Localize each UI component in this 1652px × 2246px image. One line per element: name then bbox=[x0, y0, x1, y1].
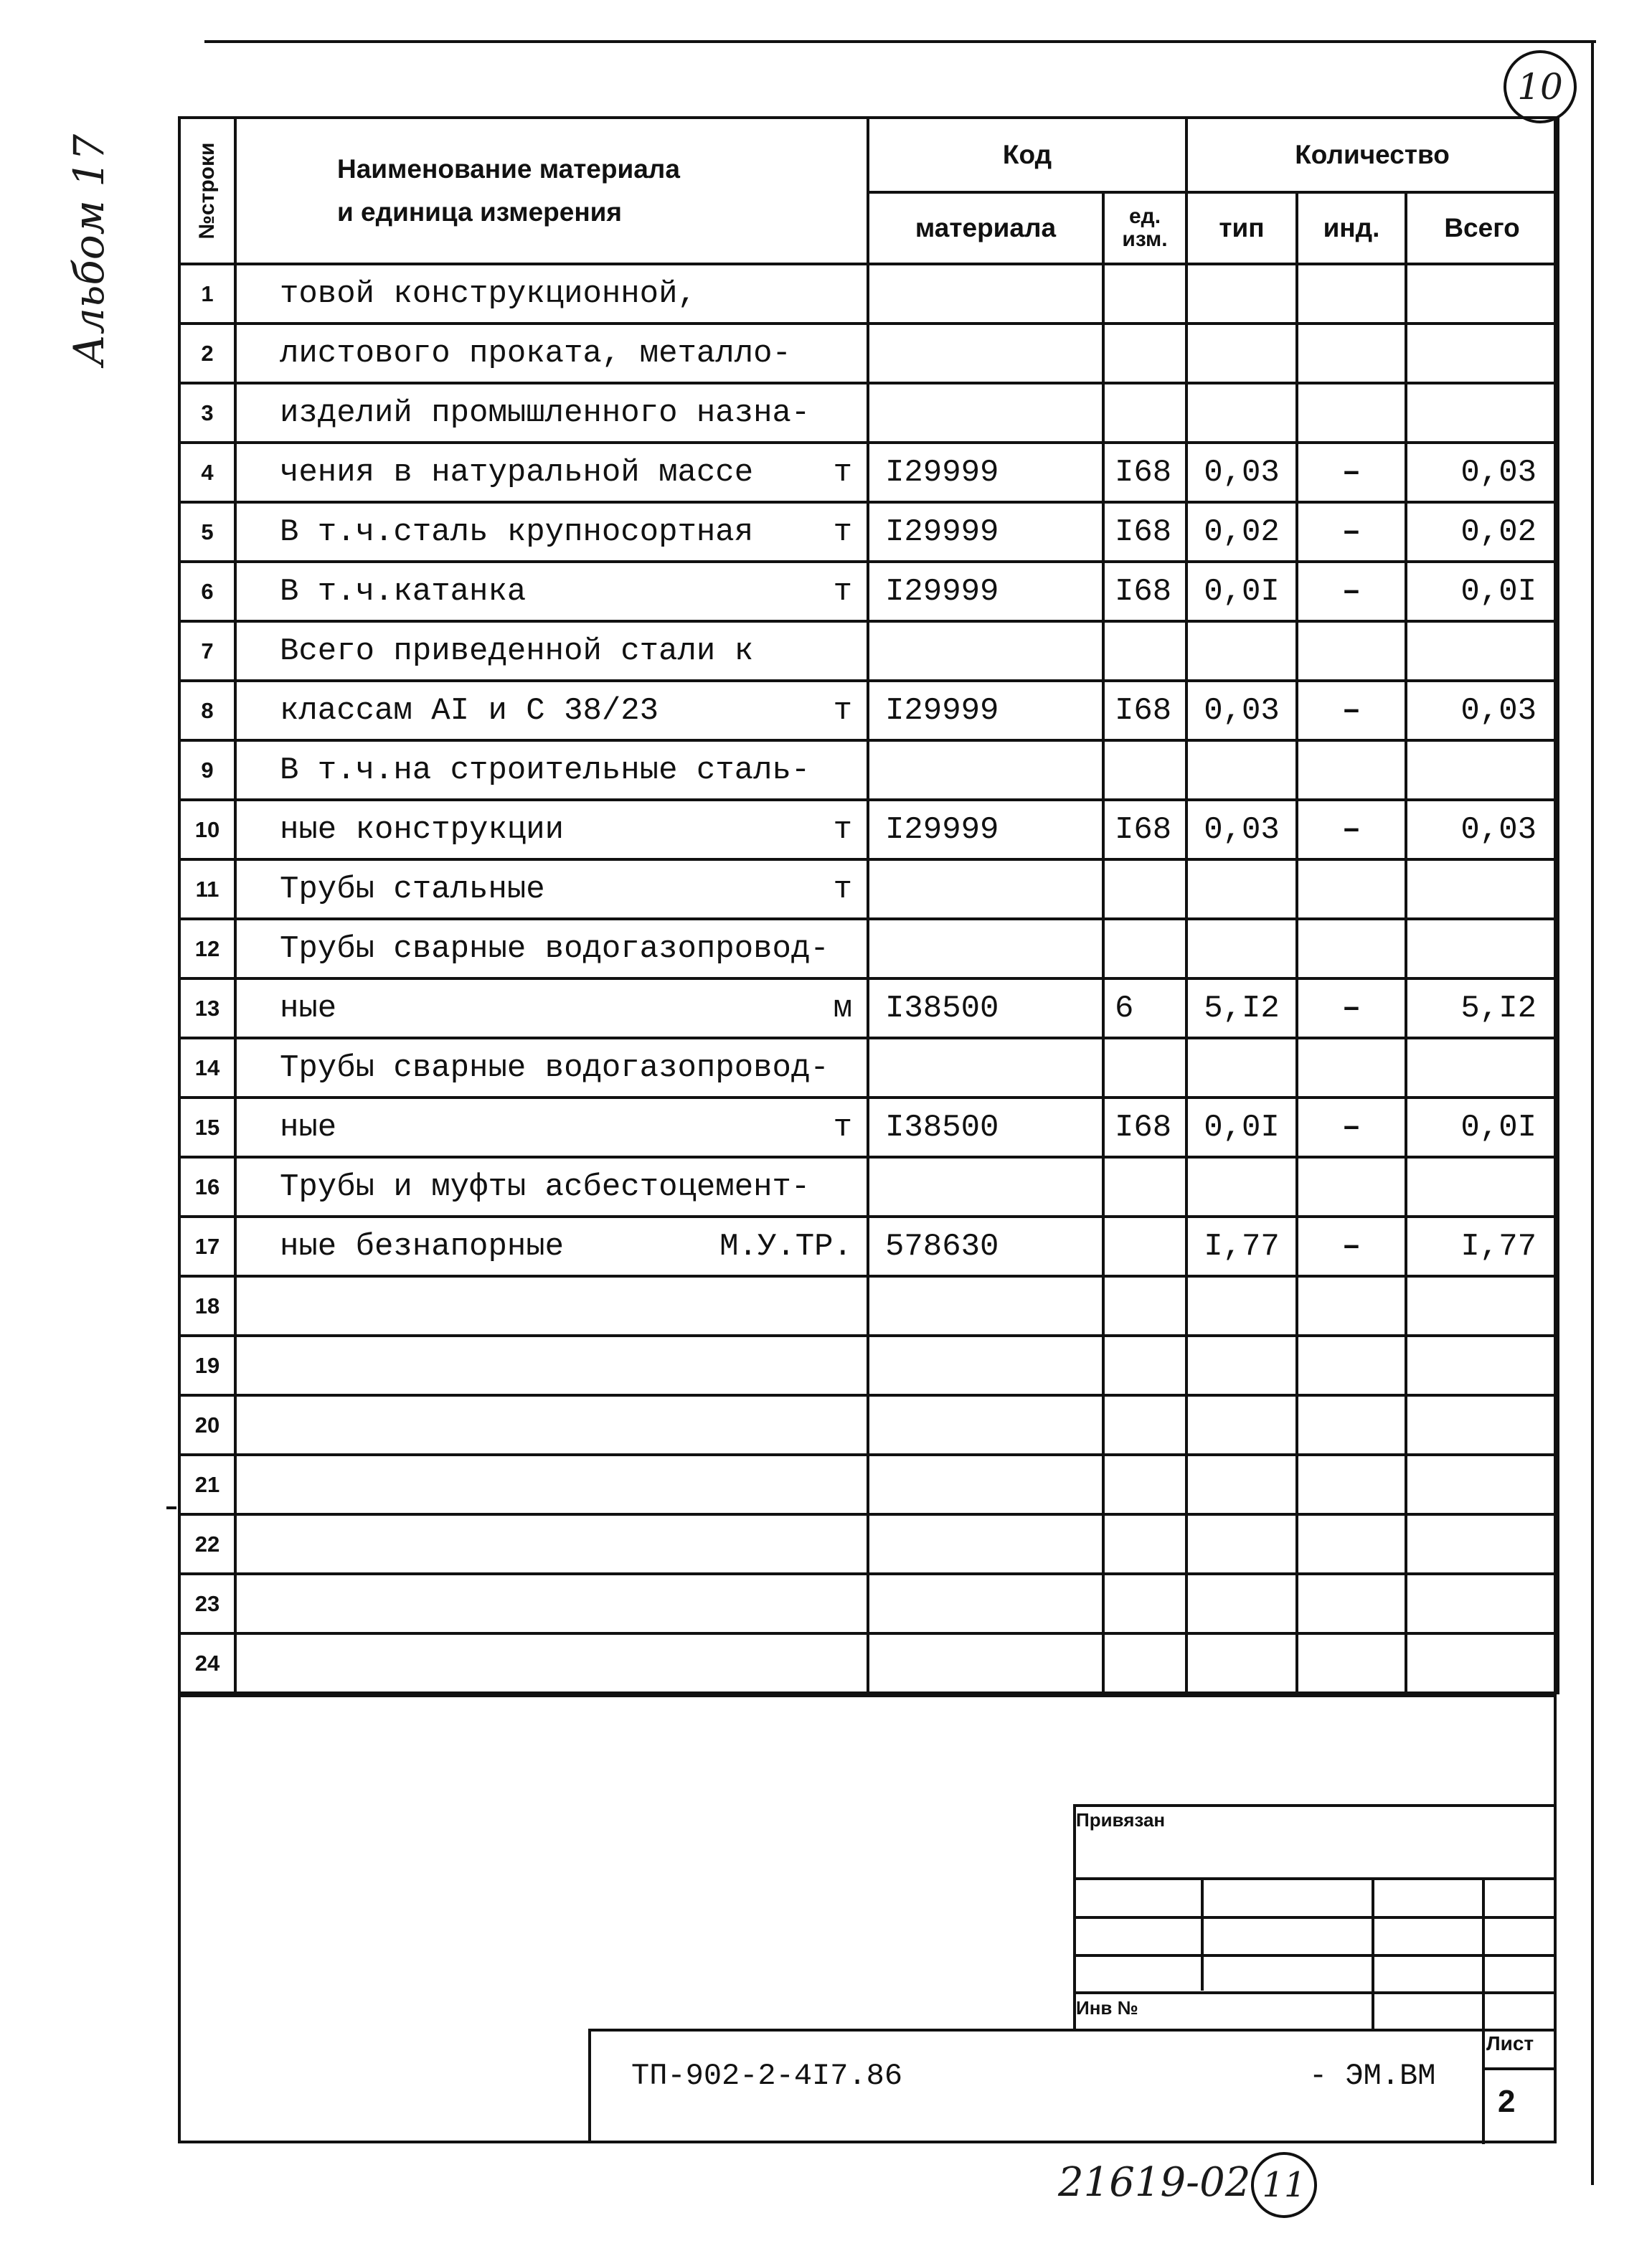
table-row bbox=[179, 562, 1558, 621]
material-name-text: изделий промышленного назна- bbox=[280, 395, 811, 431]
unit-code-cell: I68 bbox=[1103, 681, 1186, 740]
table-row bbox=[179, 1395, 1558, 1455]
unit-code-cell: I68 bbox=[1103, 443, 1186, 502]
material-name-text: ные безнапорные bbox=[280, 1228, 565, 1265]
attached-label: Привязан bbox=[1076, 1809, 1166, 1831]
header-type: тип bbox=[1186, 192, 1297, 264]
table-row bbox=[179, 1336, 1558, 1395]
material-name-cell bbox=[235, 1455, 868, 1514]
type-qty-cell bbox=[1186, 1276, 1297, 1336]
material-name-text: В т.ч.на строительные сталь- bbox=[280, 752, 811, 788]
stamp-line bbox=[1073, 1804, 1076, 2029]
total-qty-cell bbox=[1406, 264, 1558, 324]
total-qty-cell: 0,0I bbox=[1406, 562, 1558, 621]
unit-code-cell: I68 bbox=[1103, 562, 1186, 621]
material-name-cell bbox=[235, 383, 868, 443]
material-name-text: Трубы сварные водогазопровод- bbox=[280, 930, 829, 967]
material-code-cell bbox=[868, 383, 1103, 443]
total-qty-cell: 0,03 bbox=[1406, 681, 1558, 740]
row-number-cell: 20 bbox=[179, 1395, 235, 1455]
table-row bbox=[179, 324, 1558, 383]
type-qty-cell bbox=[1186, 621, 1297, 681]
total-qty-cell: I,77 bbox=[1406, 1217, 1558, 1276]
material-code-cell bbox=[868, 264, 1103, 324]
type-qty-cell: 5,I2 bbox=[1186, 978, 1297, 1038]
type-qty-cell bbox=[1186, 1633, 1297, 1693]
total-qty-cell bbox=[1406, 1633, 1558, 1693]
individual-qty-cell: – bbox=[1297, 443, 1406, 502]
material-name-cell bbox=[235, 1038, 868, 1098]
material-code-cell bbox=[868, 1157, 1103, 1217]
row-number-cell: 19 bbox=[179, 1336, 235, 1395]
inventory-sheet-badge: 11 bbox=[1251, 2152, 1317, 2218]
measure-unit-text: М.У.ТР. bbox=[719, 1228, 852, 1265]
material-name-text: Всего приведенной стали к bbox=[280, 633, 754, 669]
row-number-cell: 6 bbox=[179, 562, 235, 621]
type-qty-cell: 0,0I bbox=[1186, 562, 1297, 621]
title-block-line bbox=[588, 2029, 1557, 2032]
material-name-cell bbox=[235, 1157, 868, 1217]
material-name-cell bbox=[235, 443, 868, 502]
material-name-cell bbox=[235, 1217, 868, 1276]
table-row bbox=[179, 383, 1558, 443]
material-code-cell bbox=[868, 1276, 1103, 1336]
row-number-cell: 16 bbox=[179, 1157, 235, 1217]
table-row bbox=[179, 1217, 1558, 1276]
material-name-text: В т.ч.катанка bbox=[280, 573, 527, 610]
material-name-cell bbox=[235, 978, 868, 1038]
total-qty-cell: 5,I2 bbox=[1406, 978, 1558, 1038]
material-name-text: Трубы стальные bbox=[280, 871, 545, 907]
type-qty-cell bbox=[1186, 1514, 1297, 1574]
total-qty-cell: 0,03 bbox=[1406, 800, 1558, 859]
sheet-number-badge: 10 bbox=[1504, 50, 1577, 123]
total-qty-cell bbox=[1406, 1395, 1558, 1455]
material-code-cell bbox=[868, 1574, 1103, 1633]
measure-unit-text: т bbox=[833, 871, 852, 907]
material-name-cell bbox=[235, 1276, 868, 1336]
sheet-number: 2 bbox=[1498, 2084, 1516, 2119]
unit-code-cell: I68 bbox=[1103, 502, 1186, 562]
unit-code-cell bbox=[1103, 1514, 1186, 1574]
type-qty-cell bbox=[1186, 1395, 1297, 1455]
material-code-cell bbox=[868, 1514, 1103, 1574]
material-name-text: Трубы сварные водогазопровод- bbox=[280, 1049, 829, 1086]
total-qty-cell bbox=[1406, 1514, 1558, 1574]
table-row bbox=[179, 1633, 1558, 1693]
table-row bbox=[179, 1276, 1558, 1336]
total-qty-cell: 0,03 bbox=[1406, 443, 1558, 502]
material-code-cell: I29999 bbox=[868, 800, 1103, 859]
individual-qty-cell bbox=[1297, 1157, 1406, 1217]
material-name-cell bbox=[235, 1574, 868, 1633]
row-number-cell: 8 bbox=[179, 681, 235, 740]
material-name-cell bbox=[235, 621, 868, 681]
unit-code-cell bbox=[1103, 1038, 1186, 1098]
unit-code-cell: I68 bbox=[1103, 800, 1186, 859]
table-row bbox=[179, 1455, 1558, 1514]
row-number-cell: 17 bbox=[179, 1217, 235, 1276]
row-number-cell: 2 bbox=[179, 324, 235, 383]
total-qty-cell bbox=[1406, 1336, 1558, 1395]
individual-qty-cell bbox=[1297, 1574, 1406, 1633]
total-qty-cell bbox=[1406, 859, 1558, 919]
document-designation: ТП-902-2-4I7.86 bbox=[631, 2059, 903, 2093]
margin-tick bbox=[166, 1506, 176, 1509]
top-border-line bbox=[204, 40, 1596, 43]
individual-qty-cell bbox=[1297, 859, 1406, 919]
material-name-text: ные bbox=[280, 1109, 337, 1146]
material-code-cell bbox=[868, 1038, 1103, 1098]
type-qty-cell: 0,02 bbox=[1186, 502, 1297, 562]
unit-code-cell bbox=[1103, 324, 1186, 383]
measure-unit-text: т bbox=[833, 811, 852, 848]
individual-qty-cell bbox=[1297, 740, 1406, 800]
unit-code-cell bbox=[1103, 1395, 1186, 1455]
inventory-number-note: 21619-02 bbox=[1058, 2159, 1251, 2206]
material-code-cell bbox=[868, 1455, 1103, 1514]
material-name-cell bbox=[235, 502, 868, 562]
material-code-cell: I29999 bbox=[868, 502, 1103, 562]
right-border-line bbox=[1591, 40, 1594, 2185]
total-qty-cell bbox=[1406, 1157, 1558, 1217]
total-qty-cell: 0,0I bbox=[1406, 1098, 1558, 1157]
stamp-line bbox=[1201, 1877, 1204, 1991]
individual-qty-cell bbox=[1297, 1455, 1406, 1514]
total-qty-cell bbox=[1406, 324, 1558, 383]
unit-code-cell bbox=[1103, 1336, 1186, 1395]
individual-qty-cell bbox=[1297, 1514, 1406, 1574]
type-qty-cell bbox=[1186, 1157, 1297, 1217]
individual-qty-cell bbox=[1297, 1038, 1406, 1098]
type-qty-cell: 0,03 bbox=[1186, 800, 1297, 859]
material-code-cell: I29999 bbox=[868, 681, 1103, 740]
individual-qty-cell: – bbox=[1297, 978, 1406, 1038]
individual-qty-cell bbox=[1297, 264, 1406, 324]
row-number-cell: 22 bbox=[179, 1514, 235, 1574]
row-number-cell: 10 bbox=[179, 800, 235, 859]
individual-qty-cell bbox=[1297, 324, 1406, 383]
unit-code-cell: 6 bbox=[1103, 978, 1186, 1038]
type-qty-cell: 0,03 bbox=[1186, 443, 1297, 502]
table-row bbox=[179, 740, 1558, 800]
material-code-cell: I29999 bbox=[868, 562, 1103, 621]
materials-specification-table bbox=[178, 116, 1559, 1694]
individual-qty-cell: – bbox=[1297, 502, 1406, 562]
individual-qty-cell: – bbox=[1297, 800, 1406, 859]
row-number-cell: 14 bbox=[179, 1038, 235, 1098]
individual-qty-cell: – bbox=[1297, 1217, 1406, 1276]
unit-code-cell bbox=[1103, 1217, 1186, 1276]
individual-qty-cell: – bbox=[1297, 681, 1406, 740]
title-block-line bbox=[1482, 2067, 1557, 2070]
material-name-text: чения в натуральной массе bbox=[280, 454, 754, 491]
total-qty-cell bbox=[1406, 1038, 1558, 1098]
material-code-cell: I38500 bbox=[868, 1098, 1103, 1157]
header-code-group: Код bbox=[868, 118, 1186, 192]
total-qty-cell bbox=[1406, 1455, 1558, 1514]
unit-code-cell bbox=[1103, 1574, 1186, 1633]
table-bottom-line bbox=[178, 1694, 1557, 1697]
stamp-line bbox=[1372, 1877, 1374, 2029]
measure-unit-text: т bbox=[833, 514, 852, 550]
row-number-cell: 12 bbox=[179, 919, 235, 978]
material-name-cell bbox=[235, 1336, 868, 1395]
album-margin-note: Альбом 17 bbox=[65, 133, 113, 366]
individual-qty-cell bbox=[1297, 383, 1406, 443]
type-qty-cell bbox=[1186, 324, 1297, 383]
individual-qty-cell bbox=[1297, 1276, 1406, 1336]
material-name-cell bbox=[235, 264, 868, 324]
individual-qty-cell bbox=[1297, 1336, 1406, 1395]
material-name-cell bbox=[235, 1098, 868, 1157]
title-block-line bbox=[588, 2029, 591, 2143]
material-code-cell bbox=[868, 1633, 1103, 1693]
unit-code-cell bbox=[1103, 264, 1186, 324]
inventory-label: Инв № bbox=[1076, 1997, 1138, 2019]
individual-qty-cell bbox=[1297, 919, 1406, 978]
material-code-cell bbox=[868, 919, 1103, 978]
type-qty-cell bbox=[1186, 1574, 1297, 1633]
material-code-cell bbox=[868, 1336, 1103, 1395]
unit-code-cell bbox=[1103, 1633, 1186, 1693]
material-code-cell: 578630 bbox=[868, 1217, 1103, 1276]
row-number-cell: 23 bbox=[179, 1574, 235, 1633]
unit-code-cell: I68 bbox=[1103, 1098, 1186, 1157]
material-name-text: Трубы и муфты асбестоцемент- bbox=[280, 1169, 811, 1205]
table-row bbox=[179, 502, 1558, 562]
sheet-label: Лист bbox=[1486, 2032, 1534, 2054]
type-qty-cell bbox=[1186, 264, 1297, 324]
type-qty-cell: 0,0I bbox=[1186, 1098, 1297, 1157]
row-number-cell: 11 bbox=[179, 859, 235, 919]
unit-code-cell bbox=[1103, 621, 1186, 681]
header-unit-code: ед. изм. bbox=[1103, 192, 1186, 264]
table-row bbox=[179, 264, 1558, 324]
material-code-cell bbox=[868, 740, 1103, 800]
table-row bbox=[179, 443, 1558, 502]
table-row bbox=[179, 1038, 1558, 1098]
row-number-cell: 13 bbox=[179, 978, 235, 1038]
measure-unit-text: м bbox=[833, 990, 852, 1027]
material-name-text: товой конструкционной, bbox=[280, 275, 697, 312]
material-code-cell bbox=[868, 859, 1103, 919]
individual-qty-cell: – bbox=[1297, 1098, 1406, 1157]
section-code: - ЭМ.ВМ bbox=[1309, 2059, 1436, 2093]
table-row bbox=[179, 621, 1558, 681]
header-total: Всего bbox=[1406, 192, 1558, 264]
stamp-line bbox=[1073, 1804, 1557, 1807]
unit-code-cell bbox=[1103, 1157, 1186, 1217]
table-row bbox=[179, 1098, 1558, 1157]
material-code-cell bbox=[868, 324, 1103, 383]
measure-unit-text: т bbox=[833, 692, 852, 729]
measure-unit-text: т bbox=[833, 573, 852, 610]
header-material-code: материала bbox=[868, 192, 1103, 264]
type-qty-cell bbox=[1186, 1455, 1297, 1514]
material-name-text: В т.ч.сталь крупносортная bbox=[280, 514, 754, 550]
material-name-cell bbox=[235, 562, 868, 621]
type-qty-cell bbox=[1186, 859, 1297, 919]
type-qty-cell: I,77 bbox=[1186, 1217, 1297, 1276]
total-qty-cell bbox=[1406, 740, 1558, 800]
unit-code-cell bbox=[1103, 383, 1186, 443]
material-name-cell bbox=[235, 1395, 868, 1455]
unit-code-cell bbox=[1103, 1455, 1186, 1514]
unit-code-cell bbox=[1103, 1276, 1186, 1336]
type-qty-cell bbox=[1186, 1038, 1297, 1098]
header-quantity-group: Количество bbox=[1186, 118, 1558, 192]
table-row bbox=[179, 681, 1558, 740]
header-individual: инд. bbox=[1297, 192, 1406, 264]
row-number-cell: 7 bbox=[179, 621, 235, 681]
unit-code-cell bbox=[1103, 919, 1186, 978]
material-name-cell bbox=[235, 324, 868, 383]
total-qty-cell bbox=[1406, 919, 1558, 978]
material-name-cell bbox=[235, 1633, 868, 1693]
table-row bbox=[179, 859, 1558, 919]
material-name-text: ные bbox=[280, 990, 337, 1027]
row-number-cell: 3 bbox=[179, 383, 235, 443]
material-code-cell bbox=[868, 1395, 1103, 1455]
material-name-cell bbox=[235, 919, 868, 978]
total-qty-cell bbox=[1406, 383, 1558, 443]
table-row bbox=[179, 800, 1558, 859]
row-number-cell: 1 bbox=[179, 264, 235, 324]
total-qty-cell bbox=[1406, 621, 1558, 681]
material-name-cell bbox=[235, 681, 868, 740]
row-number-cell: 24 bbox=[179, 1633, 235, 1693]
stamp-line bbox=[1482, 1877, 1485, 2144]
unit-code-cell bbox=[1103, 859, 1186, 919]
row-number-cell: 9 bbox=[179, 740, 235, 800]
table-row bbox=[179, 1514, 1558, 1574]
header-material-name: Наименование материала и единица измерения bbox=[235, 118, 868, 264]
individual-qty-cell bbox=[1297, 1395, 1406, 1455]
total-qty-cell: 0,02 bbox=[1406, 502, 1558, 562]
total-qty-cell bbox=[1406, 1276, 1558, 1336]
material-name-text: ные конструкции bbox=[280, 811, 565, 848]
type-qty-cell: 0,03 bbox=[1186, 681, 1297, 740]
type-qty-cell bbox=[1186, 1336, 1297, 1395]
material-name-cell bbox=[235, 740, 868, 800]
table-row bbox=[179, 1157, 1558, 1217]
table-row bbox=[179, 1574, 1558, 1633]
material-name-cell bbox=[235, 800, 868, 859]
table-row bbox=[179, 978, 1558, 1038]
row-number-cell: 18 bbox=[179, 1276, 235, 1336]
measure-unit-text: т bbox=[833, 1109, 852, 1146]
row-number-cell: 5 bbox=[179, 502, 235, 562]
material-name-cell bbox=[235, 1514, 868, 1574]
material-name-cell bbox=[235, 859, 868, 919]
table-row bbox=[179, 919, 1558, 978]
material-name-text: листового проката, металло- bbox=[280, 335, 791, 372]
individual-qty-cell: – bbox=[1297, 562, 1406, 621]
material-code-cell: I38500 bbox=[868, 978, 1103, 1038]
row-number-cell: 15 bbox=[179, 1098, 235, 1157]
material-code-cell: I29999 bbox=[868, 443, 1103, 502]
individual-qty-cell bbox=[1297, 621, 1406, 681]
type-qty-cell bbox=[1186, 919, 1297, 978]
total-qty-cell bbox=[1406, 1574, 1558, 1633]
header-row-number: №строки bbox=[179, 118, 235, 264]
unit-code-cell bbox=[1103, 740, 1186, 800]
individual-qty-cell bbox=[1297, 1633, 1406, 1693]
measure-unit-text: т bbox=[833, 454, 852, 491]
row-number-cell: 4 bbox=[179, 443, 235, 502]
material-name-text: классам AI и С 38/23 bbox=[280, 692, 659, 729]
row-number-cell: 21 bbox=[179, 1455, 235, 1514]
type-qty-cell bbox=[1186, 383, 1297, 443]
type-qty-cell bbox=[1186, 740, 1297, 800]
material-code-cell bbox=[868, 621, 1103, 681]
